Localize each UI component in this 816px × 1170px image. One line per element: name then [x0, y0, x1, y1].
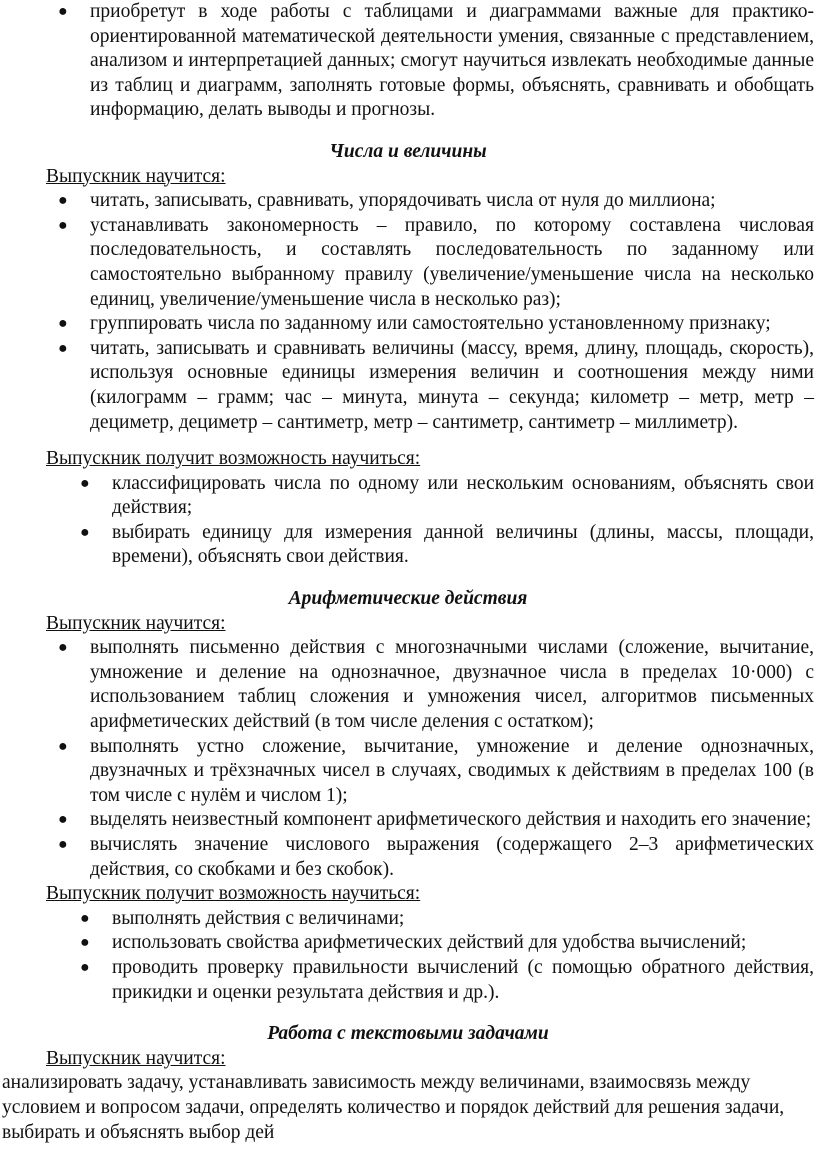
bullet-icon: ● — [58, 639, 68, 657]
bullet-icon: ● — [58, 737, 68, 755]
bullet-icon: ● — [58, 339, 68, 357]
list-item — [0, 956, 816, 1005]
list-item-text: выбирать единицу для измерения данной величины (длины, массы, площади, времени), объяснять свои действия. — [112, 521, 814, 568]
list-item — [0, 312, 816, 337]
bullet-icon: ● — [58, 315, 68, 333]
list-item — [0, 636, 816, 734]
list-item-text: читать, записывать и сравнивать величины (массу, время, длину, площадь, скорость), используя основные единицы измерения величин и соотношения между ними (килограмм – грамм; час – минута, минута – секунда; километр – метр, метр – дециметр, дециметр – сантиметр, метр – сантиметр, сантиметр – миллиметр). — [90, 337, 814, 433]
list-item — [0, 214, 816, 312]
learn-label: Выпускник научится: — [46, 612, 226, 634]
bullet-icon: ● — [58, 811, 68, 829]
list-item — [0, 907, 816, 932]
numbers-opportunity-list — [0, 472, 816, 570]
bullet-icon: ● — [58, 216, 68, 234]
opportunity-label: Выпускник получит возможность научиться: — [46, 883, 421, 905]
list-item-text: устанавливать закономерность – правило, по которому составлена числовая последовательность, и составлять последовательность по заданному или самостоятельно выбранному правилу (увеличение/уменьшение числа на несколько единиц, увеличение/уменьшение числа в несколько раз); — [90, 214, 814, 310]
section-heading: Арифметические действия — [288, 588, 528, 610]
list-item — [0, 521, 816, 570]
bullet-icon: ● — [80, 909, 90, 927]
arithmetic-opportunity-list — [0, 907, 816, 1005]
list-item-text: проводить проверку правильности вычислений (с помощью обратного действия, прикидки и оценки результата действия и др.). — [112, 956, 814, 1003]
list-item — [0, 472, 816, 521]
bullet-icon: ● — [80, 523, 90, 541]
list-item-text: приобретут в ходе работы с таблицами и диаграммами важные для практико-ориентированной математической деятельности умения, связанные с представлением, анализом и интерпретацией данных; смогут научиться извлекать необходимые данные из таблиц и диаграмм, заполнять готовые формы, объяснять, сравнивать и обобщать информацию, делать выводы и прогнозы. — [90, 1, 814, 121]
opportunity-label: Выпускник получит возможность научиться: — [46, 448, 421, 470]
list-item-text: выделять неизвестный компонент арифметического действия и находить его значение; — [90, 809, 812, 831]
list-item-text: выполнять устно сложение, вычитание, умножение и деление однозначных, двузначных и трёхзначных чисел в случаях, сводимых к действиям в пределах 100 (в том числе с нулём и числом 1); — [90, 735, 814, 806]
list-item-text: вычислять значение числового выражения (содержащего 2–3 арифметических действия, со скобками и без скобок). — [90, 834, 814, 880]
numbers-learn-list — [0, 189, 816, 435]
list-item — [0, 735, 816, 809]
list-item-text: использовать свойства арифметических действий для удобства вычислений; — [112, 932, 747, 954]
bullet-icon: ● — [80, 958, 90, 976]
list-item — [0, 808, 816, 833]
list-item — [0, 337, 816, 435]
learn-label: Выпускник научится: — [46, 165, 226, 187]
list-item-text: группировать числа по заданному или самостоятельно установленному признаку; — [90, 313, 771, 335]
section-heading: Работа с текстовыми задачами — [267, 1023, 549, 1045]
list-item — [0, 189, 816, 214]
body-paragraph: анализировать задачу, устанавливать зависимость между величинами, взаимосвязь между условием и вопросом задачи, определять количество и порядок действий для решения задачи, выбирать и объяснять выбор дей — [2, 1072, 785, 1143]
intro-list — [0, 0, 816, 123]
section-heading: Числа и величины — [329, 140, 487, 162]
list-item — [0, 0, 816, 123]
learn-label: Выпускник научится: — [46, 1047, 226, 1069]
bullet-icon: ● — [80, 934, 90, 952]
bullet-icon: ● — [58, 3, 68, 20]
bullet-icon: ● — [58, 192, 68, 210]
bullet-icon: ● — [58, 836, 68, 853]
list-item-text: классифицировать числа по одному или нескольким основаниям, объяснять свои действия; — [112, 472, 814, 519]
list-item — [0, 833, 816, 882]
bullet-icon: ● — [80, 474, 90, 492]
list-item-text: выполнять действия с величинами; — [112, 907, 405, 929]
arithmetic-learn-list — [0, 636, 816, 882]
list-item-text: выполнять письменно действия с многозначными числами (сложение, вычитание, умножение и деление на однозначное, двузначное числа в пределах 10·000) с использованием таблиц сложения и умножения чисел, алгоритмов письменных арифметических действий (в том числе деления с остатком); — [90, 637, 814, 733]
list-item-text: читать, записывать, сравнивать, упорядочивать числа от нуля до миллиона; — [90, 190, 716, 212]
list-item — [0, 931, 816, 956]
